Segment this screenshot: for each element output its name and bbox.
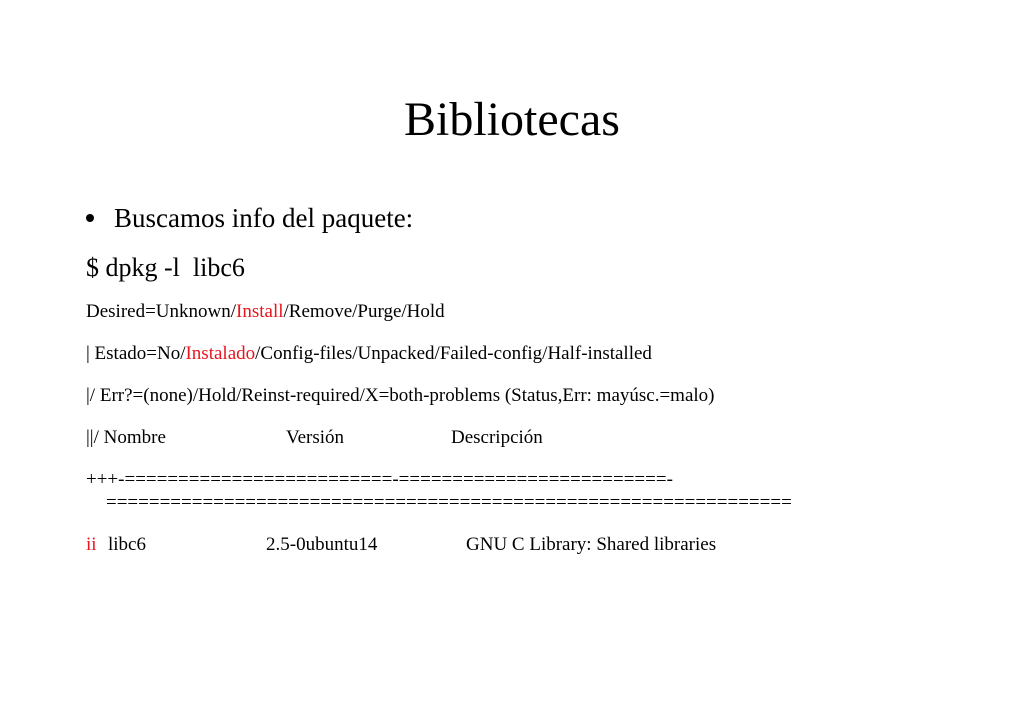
- desired-suffix: /Remove/Purge/Hold: [283, 301, 445, 322]
- bullet-dot-icon: [86, 214, 94, 222]
- desired-prefix: Desired=Unknown/: [86, 301, 237, 322]
- separator-line-1: +++-=========================-=========================-: [86, 469, 673, 490]
- desired-line: [86, 300, 445, 324]
- header-description: Descripción: [451, 427, 543, 448]
- desired-highlight: Install: [236, 301, 284, 322]
- estado-suffix: /Config-files/Unpacked/Failed-config/Half-installed: [255, 343, 652, 364]
- err-line: |/ Err?=(none)/Hold/Reinst-required/X=both-problems (Status,Err: mayúsc.=malo): [86, 385, 715, 406]
- separator-line-2: ================================================================: [106, 492, 792, 513]
- bullet-text: Buscamos info del paquete:: [114, 203, 414, 233]
- package-status: ii: [86, 534, 97, 555]
- header-version: Versión: [286, 427, 345, 448]
- package-version: 2.5-0ubuntu14: [266, 534, 378, 555]
- header-name: ||/ Nombre: [86, 427, 166, 448]
- estado-prefix: | Estado=No/: [86, 343, 186, 364]
- estado-highlight: Instalado: [185, 343, 256, 364]
- command-line: $ dpkg -l libc6: [86, 253, 245, 282]
- package-name: libc6: [108, 534, 146, 555]
- slide-title: Bibliotecas: [404, 93, 620, 146]
- estado-line: [86, 342, 652, 366]
- package-description: GNU C Library: Shared libraries: [466, 534, 717, 555]
- package-row: [86, 533, 717, 677]
